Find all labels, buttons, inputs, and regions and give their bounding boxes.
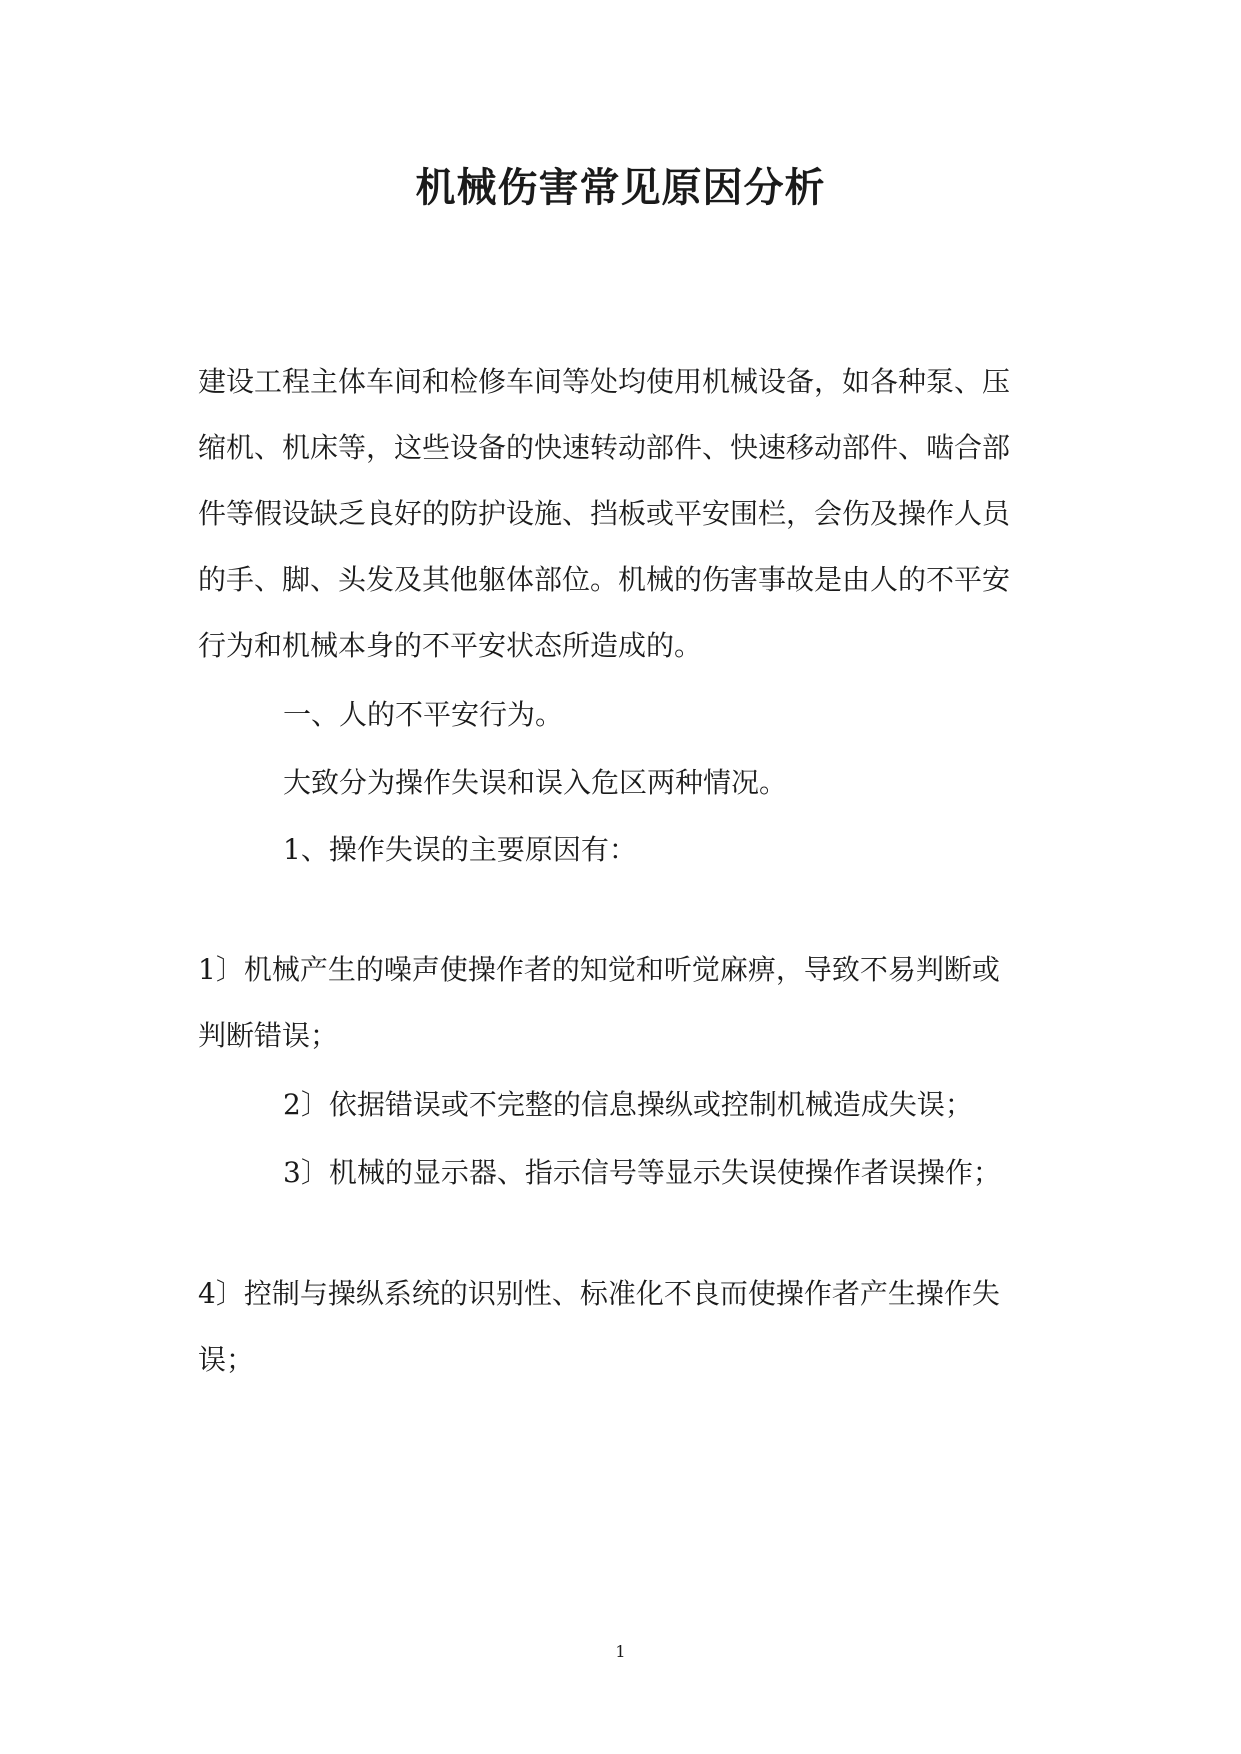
item-1-line-1: 1〕机械产生的噪声使操作者的知觉和听觉麻痹，导致不易判断或: [198, 953, 1000, 986]
subsection-heading: 1、操作失误的主要原因有：: [283, 833, 637, 866]
intro-line-5: 行为和机械本身的不平安状态所造成的。: [198, 629, 703, 662]
page-number: 1: [615, 1642, 626, 1661]
intro-line-2: 缩机、机床等，这些设备的快速转动部件、快速移动部件、啮合部: [198, 431, 1011, 464]
item-1-line-2: 判断错误；: [198, 1019, 339, 1052]
item-3: 3〕机械的显示器、指示信号等显示失误使操作者误操作；: [283, 1156, 1001, 1189]
item-2: 2〕依据错误或不完整的信息操纵或控制机械造成失误；: [283, 1088, 973, 1121]
intro-line-4: 的手、脚、头发及其他躯体部位。机械的伤害事故是由人的不平安: [198, 563, 1011, 596]
section-heading: 一、人的不平安行为。: [283, 698, 564, 731]
intro-line-3: 件等假设缺乏良好的防护设施、挡板或平安围栏，会伤及操作人员: [198, 497, 1011, 530]
document-title: 机械伤害常见原因分析: [415, 164, 826, 211]
item-4-line-2: 误；: [198, 1343, 255, 1376]
section-summary: 大致分为操作失误和误入危区两种情况。: [283, 766, 788, 799]
item-4-line-1: 4〕控制与操纵系统的识别性、标准化不良而使操作者产生操作失: [198, 1277, 1000, 1310]
intro-line-1: 建设工程主体车间和检修车间等处均使用机械设备，如各种泵、压: [198, 365, 1011, 398]
